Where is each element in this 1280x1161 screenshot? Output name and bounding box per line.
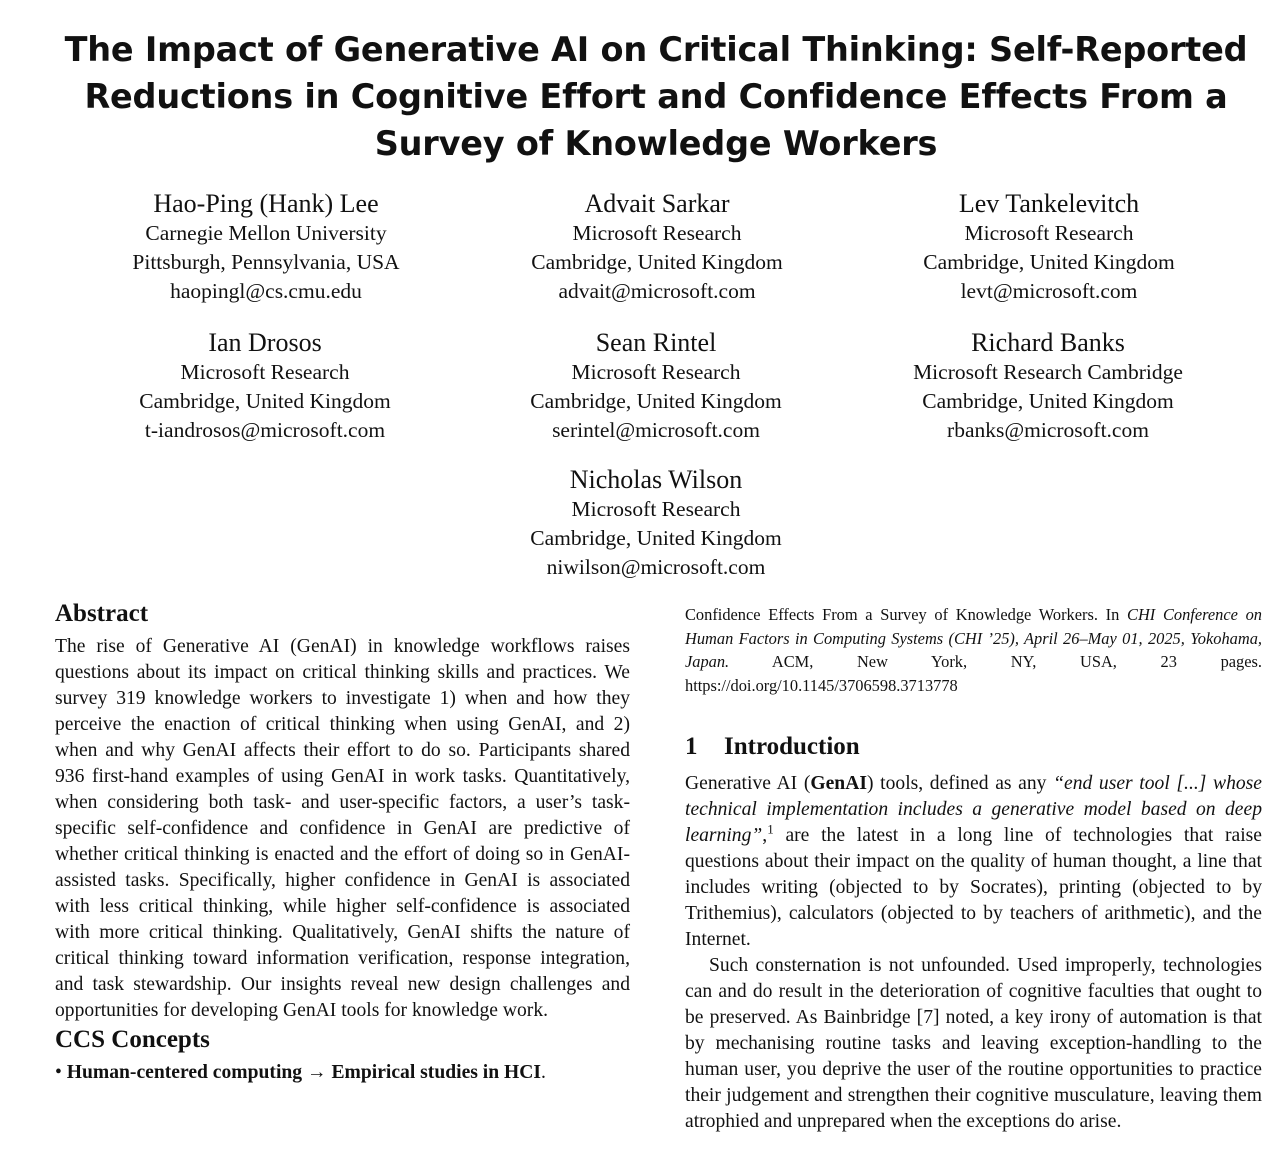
title-line-1: The Impact of Generative AI on Critical Thinking: Self-Reported — [64, 30, 1248, 69]
section-number: 1 — [685, 733, 698, 760]
introduction-heading — [685, 731, 1262, 763]
author-affiliation: Microsoft Research — [571, 497, 741, 521]
reference-text-1: Confidence Effects From a Survey of Knowledge Workers. In — [685, 605, 1128, 624]
right-column — [685, 603, 1262, 1135]
author-affiliation: Microsoft Research — [572, 221, 742, 245]
title-line-3: Survey of Knowledge Workers — [374, 124, 938, 163]
author-name: Richard Banks — [971, 328, 1125, 357]
author-location: Cambridge, United Kingdom — [922, 389, 1174, 413]
author-block — [446, 464, 866, 582]
author-block — [838, 327, 1258, 445]
author-name: Advait Sarkar — [584, 189, 730, 218]
reference-venue: CHI Conference on Human Factors in Computing Systems (CHI ’25), April 26–May 01, 2025, Yokohama, Japan. — [685, 605, 1262, 671]
author-block — [839, 188, 1259, 306]
author-email: rbanks@microsoft.com — [947, 418, 1149, 442]
abstract-text: The rise of Generative AI (GenAI) in knowledge workflows raises questions about its impact on critical thinking skills and practices. We survey 319 knowledge workers to investigate 1) when and how they perceive the enaction of critical thinking when using GenAI, and 2) when and why GenAI affects their effort to do so. Participants shared 936 first-hand examples of using GenAI in work tasks. Quantitatively, when considering both task- and user-specific factors, a user’s task-specific self-confidence and confidence in GenAI are predictive of whether critical thinking is enacted and the effort of doing so in GenAI-assisted tasks. Specifically, higher confidence in GenAI is associated with less critical thinking, while higher self-confidence is associated with more critical thinking. Qualitatively, GenAI shifts the nature of critical thinking toward information verification, response integration, and task stewardship. Our insights reveal new design challenges and opportunities for developing GenAI tools for knowledge work. — [55, 636, 630, 1021]
author-affiliation: Carnegie Mellon University — [145, 221, 387, 245]
author-affiliation: Microsoft Research — [964, 221, 1134, 245]
author-location: Cambridge, United Kingdom — [531, 250, 783, 274]
author-name: Nicholas Wilson — [569, 465, 743, 494]
author-location: Cambridge, United Kingdom — [139, 389, 391, 413]
author-location: Cambridge, United Kingdom — [923, 250, 1175, 274]
ccs-heading: CCS Concepts — [55, 1026, 210, 1053]
author-email: niwilson@microsoft.com — [546, 555, 766, 579]
section-title: Introduction — [724, 733, 860, 760]
author-location: Pittsburgh, Pennsylvania, USA — [132, 250, 400, 274]
intro-paragraph-2: Such consternation is not unfounded. Used improperly, technologies can and do result in the deterioration of cognitive faculties that ought to be preserved. As Bainbridge [7] noted, a key irony of automation is that by mechanising routine tasks and leaving exception-handling to the human user, you deprive the user of the routine opportunities to practice their judgement and strengthen their cognitive musculature, leaving them atrophied and unprepared when the exceptions do arise. — [685, 955, 1262, 1132]
author-affiliation: Microsoft Research — [571, 360, 741, 384]
intro-p1-start: Generative AI ( — [685, 773, 811, 794]
author-name: Sean Rintel — [595, 328, 717, 357]
acm-reference-format — [685, 603, 1262, 697]
intro-p1-end: are the latest in a long line of technologies that raise questions about their impact on the quality of human thought, a line that includes writing (objected to by Socrates), printing (objected to by Trithemius), calculators (objected to by teachers of arithmetic), and the Internet. — [685, 825, 1262, 950]
ccs-concept-text: Human-centered computing → Empirical studies in HCI — [66, 1062, 542, 1083]
author-block — [447, 188, 867, 306]
author-email: serintel@microsoft.com — [552, 418, 760, 442]
ccs-period: . — [541, 1062, 546, 1083]
intro-paragraph-1 — [685, 771, 1262, 953]
left-column — [55, 598, 630, 1086]
author-email: t-iandrosos@microsoft.com — [144, 418, 386, 442]
author-location: Cambridge, United Kingdom — [530, 526, 782, 550]
author-name: Hao-Ping (Hank) Lee — [153, 189, 379, 218]
footnote-marker[interactable]: 1 — [767, 821, 774, 837]
intro-p1-bold: GenAI — [810, 773, 867, 794]
reference-text-2: ACM, New York, NY, USA, 23 pages. https://doi.org/10.1145/3706598.3713778 — [685, 652, 1262, 695]
intro-p1-comma: , — [762, 825, 768, 846]
author-block — [56, 188, 476, 306]
author-affiliation: Microsoft Research — [180, 360, 350, 384]
ccs-bullet: • — [55, 1062, 62, 1083]
author-location: Cambridge, United Kingdom — [530, 389, 782, 413]
author-email: levt@microsoft.com — [960, 279, 1138, 303]
author-email: advait@microsoft.com — [558, 279, 756, 303]
ccs-concept-item — [55, 1060, 630, 1086]
paper-title — [40, 26, 1272, 167]
author-name: Lev Tankelevitch — [958, 189, 1140, 218]
author-email: haopingl@cs.cmu.edu — [170, 279, 362, 303]
author-block — [55, 327, 475, 445]
author-affiliation: Microsoft Research Cambridge — [913, 360, 1183, 384]
intro-p1-quote: “end user tool [...] whose technical implementation includes a generative model based on deep learning” — [685, 773, 1263, 846]
intro-p1-mid: ) tools, defined as any — [866, 773, 1054, 794]
author-name: Ian Drosos — [208, 328, 322, 357]
title-line-2: Reductions in Cognitive Effort and Confidence Effects From a — [84, 77, 1228, 116]
abstract-heading: Abstract — [55, 600, 149, 627]
author-block — [446, 327, 866, 445]
